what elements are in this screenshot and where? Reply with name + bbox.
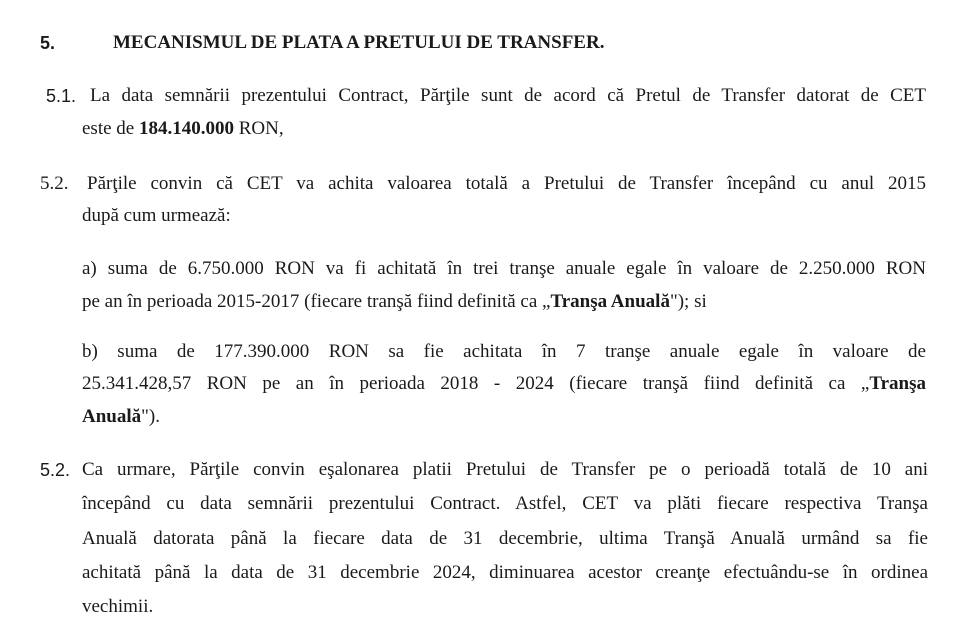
clause-line bbox=[82, 118, 284, 140]
item-line: a) suma de 6.750.000 RON va fi achitată în trei tranşe anuale egale în valoare de 2.250.000 RON bbox=[82, 258, 926, 279]
section-number: 5. bbox=[40, 33, 56, 53]
defined-term: Anuală bbox=[82, 406, 142, 427]
text: este de bbox=[82, 118, 139, 139]
clause-line: vechimii. bbox=[82, 596, 154, 617]
defined-term: Tranşa Anuală bbox=[550, 291, 670, 312]
clause-line: Părţile convin că CET va achita valoarea totală a Pretului de Transfer începând cu anul 2015 bbox=[87, 173, 926, 194]
text: pe an în perioada 2015-2017 (fiecare tranşă fiind definită ca „ bbox=[82, 291, 551, 312]
item-line bbox=[82, 291, 707, 313]
clause-line: Ca urmare, Părţile convin eşalonarea platii Pretului de Transfer pe o perioadă totală de 10 ani bbox=[82, 459, 928, 480]
text: "); si bbox=[669, 291, 707, 312]
section-title: MECANISMUL DE PLATA A PRETULUI DE TRANSFER. bbox=[113, 32, 605, 53]
clause-line: Anuală datorata până la fiecare data de 31 decembrie, ultima Tranşă Anuală urmând sa fie bbox=[82, 528, 928, 549]
item-line bbox=[82, 373, 926, 395]
clause-line: achitată până la data de 31 decembrie 2024, diminuarea acestor creanţe efectuându-se în ordinea bbox=[82, 562, 928, 583]
clause-line: după cum urmează: bbox=[82, 205, 231, 226]
clause-line: începând cu data semnării prezentului Contract. Astfel, CET va plăti fiecare respectiva Tranşa bbox=[82, 493, 928, 514]
clause-label: 5.1. bbox=[46, 86, 77, 106]
defined-term: Tranşa bbox=[869, 373, 926, 394]
clause-label: 5.2. bbox=[40, 173, 69, 194]
clause-label: 5.2. bbox=[40, 460, 71, 480]
item-line: b) suma de 177.390.000 RON sa fie achitata în 7 tranşe anuale egale în valoare de bbox=[82, 341, 926, 362]
text: "). bbox=[141, 406, 160, 427]
clause-line: La data semnării prezentului Contract, Părţile sunt de acord că Pretul de Transfer datorat de CET bbox=[90, 85, 926, 106]
item-line bbox=[82, 406, 160, 428]
text: RON, bbox=[233, 118, 284, 139]
total-price: 184.140.000 bbox=[138, 118, 234, 139]
text: 25.341.428,57 RON pe an în perioada 2018 - 2024 (fiecare tranşă fiind definită ca „ bbox=[82, 373, 870, 394]
